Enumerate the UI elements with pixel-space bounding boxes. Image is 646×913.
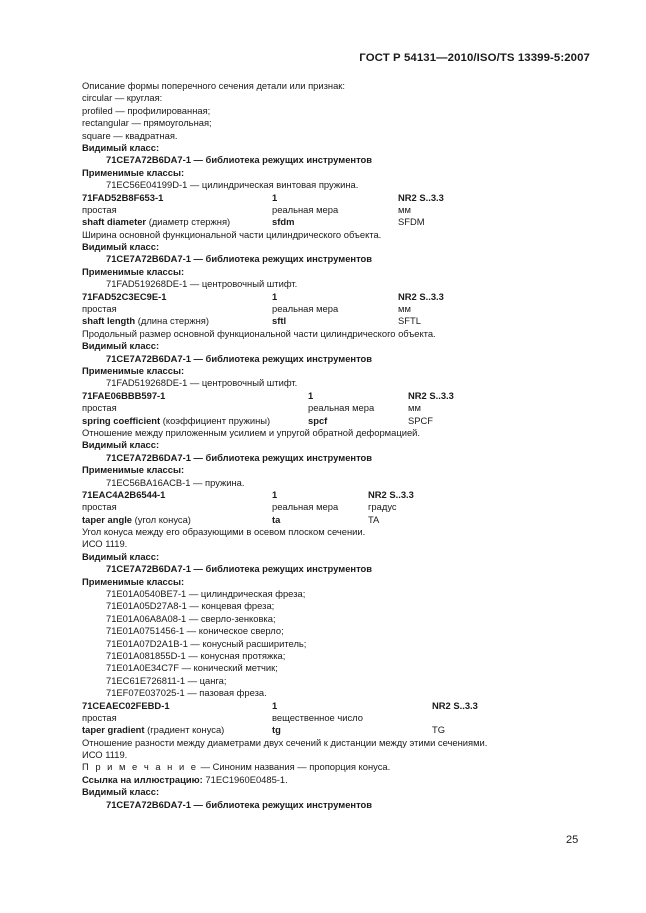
visible-class-label: Видимый класс: xyxy=(82,786,160,798)
visible-class-label: Видимый класс: xyxy=(82,550,160,562)
entry-name-row xyxy=(82,315,592,327)
library-ref: 71CE7A72B6DA7-1 — библиотека режущих инструментов xyxy=(106,563,373,575)
applicable-item: 71E01A07D2A1B-1 — конусный расширитель; xyxy=(106,637,307,649)
entry-definition: Отношение между приложенным усилием и упругой обратной деформацией. xyxy=(82,426,420,438)
note-label: П р и м е ч а н и е xyxy=(82,761,199,773)
entry-definition: Угол конуса между его образующими в осевом плоском сечении. xyxy=(82,526,366,538)
entry-header-row xyxy=(82,700,592,712)
entry-name-ru: (коэффициент пружины) xyxy=(162,414,271,426)
entry-count: 1 xyxy=(272,488,278,500)
entry-name-en: shaft diameter xyxy=(82,216,147,228)
library-ref: 71CE7A72B6DA7-1 — библиотека режущих инструментов xyxy=(106,798,373,810)
entry-id: 71EAC4A2B6544-1 xyxy=(82,488,166,500)
applicable-item: 71EC56BA16ACB-1 — пружина. xyxy=(106,476,245,488)
entry-symbol: spcf xyxy=(308,414,328,426)
intro-circular: circular — круглая: xyxy=(82,92,163,104)
library-ref: 71CE7A72B6DA7-1 — библиотека режущих инструментов xyxy=(106,352,373,364)
entry-code: SFDM xyxy=(398,216,425,228)
entry-id: 71FAE06BBB597-1 xyxy=(82,389,166,401)
applicable-label: Применимые классы: xyxy=(82,166,185,178)
entry-header-row xyxy=(82,291,592,303)
applicable-label: Применимые классы: xyxy=(82,575,185,587)
entry-unit: мм xyxy=(408,402,421,414)
entry-name-ru: (длина стержня) xyxy=(137,315,209,327)
entry-count: 1 xyxy=(272,191,278,203)
visible-class-label: Видимый класс: xyxy=(82,439,160,451)
entry-definition: Ширина основной функциональной части цилиндрического объекта. xyxy=(82,228,382,240)
entry-id: 71CEAEC02FEBD-1 xyxy=(82,699,170,711)
entry-format: NR2 S..3.3 xyxy=(398,290,444,302)
entry-type-row xyxy=(82,204,592,216)
entry-type: реальная мера xyxy=(272,501,339,513)
entry-name-ru: (диаметр стержня) xyxy=(148,216,231,228)
entry-format: NR2 S..3.3 xyxy=(368,488,414,500)
note-text: — Синоним названия — пропорция конуса. xyxy=(198,761,391,773)
applicable-item: 71EC61E726811-1 — цанга; xyxy=(106,674,227,686)
entry-type-row xyxy=(82,501,592,513)
entry-count: 1 xyxy=(308,389,314,401)
entry-symbol: ta xyxy=(272,513,281,525)
applicable-label: Применимые классы: xyxy=(82,364,185,376)
entry-kind: простая xyxy=(82,303,117,315)
entry-symbol: sftl xyxy=(272,315,287,327)
entry-unit: мм xyxy=(398,303,411,315)
applicable-item: 71E01A0E34C7F — конический метчик; xyxy=(106,662,278,674)
entry-format: NR2 S..3.3 xyxy=(398,191,444,203)
entry-format: NR2 S..3.3 xyxy=(408,389,454,401)
entry-reference: ИСО 1119. xyxy=(82,538,128,550)
entry-name-en: taper angle xyxy=(82,513,133,525)
entry-count: 1 xyxy=(272,290,278,302)
applicable-item: 71E01A05D27A8-1 — концевая фреза; xyxy=(106,600,275,612)
entry-definition: Продольный размер основной функциональной части цилиндрического объекта. xyxy=(82,327,436,339)
entry-reference: ИСО 1119. xyxy=(82,749,128,761)
note xyxy=(82,761,592,773)
visible-class-label: Видимый класс: xyxy=(82,141,160,153)
entry-type: вещественное число xyxy=(272,711,363,723)
entry-format: NR2 S..3.3 xyxy=(432,699,478,711)
entry-definition: Отношение разности между диаметрами двух сечений к дистанции между этими сечениями. xyxy=(82,736,488,748)
document-body xyxy=(82,80,592,811)
entry-name-ru: (угол конуса) xyxy=(134,513,191,525)
page-number: 25 xyxy=(566,834,579,846)
entry-name-row xyxy=(82,724,592,736)
applicable-item: 71EC56E04199D-1 — цилиндрическая винтовая пружина. xyxy=(106,179,359,191)
entry-type: реальная мера xyxy=(272,303,339,315)
visible-class-label: Видимый класс: xyxy=(82,241,160,253)
entry-name-en: shaft length xyxy=(82,315,136,327)
entry-kind: простая xyxy=(82,711,117,723)
entry-name-row xyxy=(82,216,592,228)
entry-code: TG xyxy=(432,724,446,736)
document-header: ГОСТ Р 54131—2010/ISO/TS 13399-5:2007 xyxy=(359,52,590,64)
entry-count: 1 xyxy=(272,699,278,711)
entry-name-row xyxy=(82,514,592,526)
entry-type-row xyxy=(82,712,592,724)
illustration-value: 71EC1960E0485-1. xyxy=(202,773,288,785)
entry-unit: градус xyxy=(368,501,397,513)
applicable-item: 71E01A081855D-1 — конусная протяжка; xyxy=(106,649,286,661)
applicable-item: 71E01A0540BE7-1 — цилиндрическая фреза; xyxy=(106,588,306,600)
library-ref: 71CE7A72B6DA7-1 — библиотека режущих инструментов xyxy=(106,154,373,166)
illustration-ref xyxy=(82,774,592,786)
entry-name-en: taper gradient xyxy=(82,724,145,736)
entry-type-row xyxy=(82,303,592,315)
entry-header-row xyxy=(82,192,592,204)
visible-class-label: Видимый класс: xyxy=(82,340,160,352)
intro-rectangular: rectangular — прямоугольная; xyxy=(82,117,212,129)
entry-header-row xyxy=(82,390,592,402)
entry-symbol: sfdm xyxy=(272,216,295,228)
intro-profiled: profiled — профилированная; xyxy=(82,104,211,116)
applicable-label: Применимые классы: xyxy=(82,265,185,277)
entry-name-ru: (градиент конуса) xyxy=(147,724,225,736)
entry-id: 71FAD52C3EC9E-1 xyxy=(82,290,167,302)
entry-type: реальная мера xyxy=(308,402,375,414)
entry-name-row xyxy=(82,415,592,427)
entry-code: TA xyxy=(368,513,380,525)
library-ref: 71CE7A72B6DA7-1 — библиотека режущих инструментов xyxy=(106,451,373,463)
entry-code: SPCF xyxy=(408,414,434,426)
intro-line: Описание формы поперечного сечения детали или признак: xyxy=(82,80,346,91)
applicable-item: 71EF07E037025-1 — пазовая фреза. xyxy=(106,687,267,699)
entry-kind: простая xyxy=(82,501,117,513)
entry-type-row xyxy=(82,402,592,414)
applicable-label: Применимые классы: xyxy=(82,464,185,476)
entry-kind: простая xyxy=(82,203,117,215)
applicable-item: 71FAD519268DE-1 — центровочный штифт. xyxy=(106,278,298,290)
entry-code: SFTL xyxy=(398,315,421,327)
illustration-label: Ссылка на иллюстрацию: xyxy=(82,773,203,785)
applicable-item: 71E01A0751456-1 — коническое сверло; xyxy=(106,625,284,637)
library-ref: 71CE7A72B6DA7-1 — библиотека режущих инструментов xyxy=(106,253,373,265)
applicable-item: 71E01A06A8A08-1 — сверло-зенковка; xyxy=(106,612,276,624)
entry-name-en: spring coefficient xyxy=(82,414,161,426)
entry-symbol: tg xyxy=(272,724,281,736)
applicable-item: 71FAD519268DE-1 — центровочный штифт. xyxy=(106,377,298,389)
intro-square: square — квадратная. xyxy=(82,129,178,141)
entry-type: реальная мера xyxy=(272,203,339,215)
entry-kind: простая xyxy=(82,402,117,414)
entry-id: 71FAD52B8F653-1 xyxy=(82,191,164,203)
entry-header-row xyxy=(82,489,592,501)
entry-unit: мм xyxy=(398,203,411,215)
